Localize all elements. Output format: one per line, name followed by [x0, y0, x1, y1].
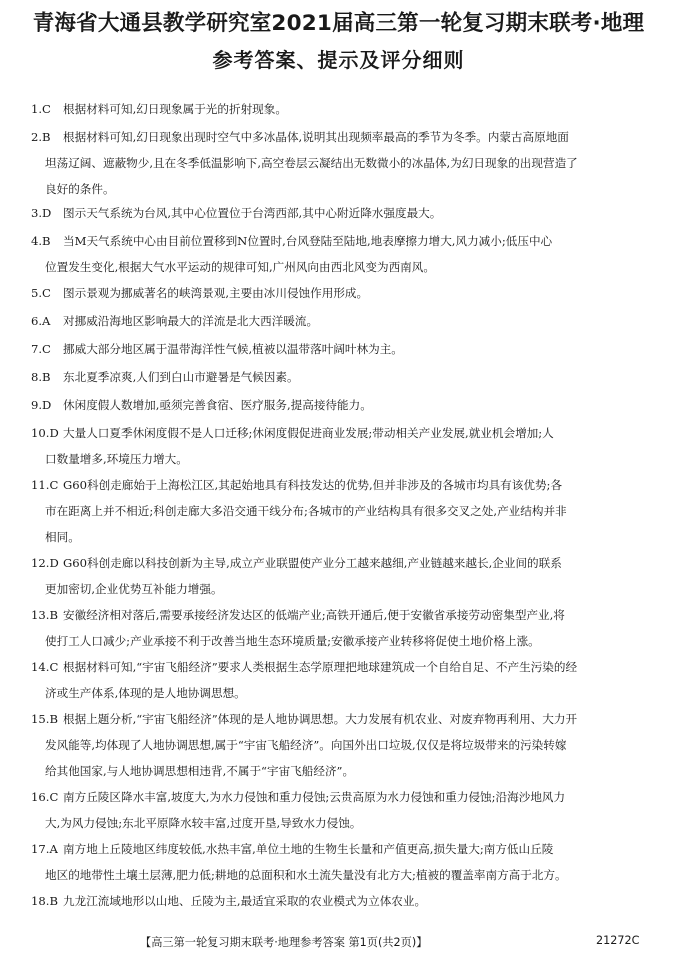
answer-line [31, 657, 651, 683]
answer-line [31, 231, 651, 257]
answer-item [31, 423, 651, 475]
answer-line [31, 787, 651, 813]
answer-item [31, 99, 651, 125]
answer-text: 东北夏季凉爽,人们到白山市避暑是气候因素。 [63, 370, 299, 384]
answer-text: 位置发生变化,根据大气水平运动的规律可知,广州风向由西北风变为西南风。 [45, 260, 435, 274]
answer-item [31, 311, 651, 337]
answer-line [31, 339, 651, 365]
answer-text: 根据材料可知,幻日现象属于光的折射现象。 [63, 102, 287, 116]
answer-text: 给其他国家,与人地协调思想相违背,不属于“宇宙飞船经济”。 [45, 764, 355, 778]
answer-label: 10.D [31, 426, 59, 440]
answer-item [31, 283, 651, 309]
answer-item [31, 475, 651, 553]
document-subtitle: 参考答案、提示及评分细则 [212, 48, 465, 72]
answer-line [31, 127, 651, 153]
answer-text: 市在距离上并不相近;科创走廊大多沿交通干线分布;各城市的产业结构具有很多交叉之处,产业结构并非 [45, 504, 567, 518]
answer-line [31, 179, 651, 205]
answer-item [31, 657, 651, 709]
answer-label: 1.C [31, 102, 51, 116]
answer-text: 图示天气系统为台风,其中心位置位于台湾西部,其中心附近降水强度最大。 [63, 206, 442, 220]
answer-line [31, 839, 651, 865]
answer-label: 17.A [31, 842, 58, 856]
answer-label: 13.B [31, 608, 58, 622]
answer-label: 6.A [31, 314, 51, 328]
answer-line [31, 283, 651, 309]
answer-line [31, 553, 651, 579]
answer-text: 坦荡辽阔、遮蔽物少,且在冬季低温影响下,高空卷层云凝结出无数微小的冰晶体,为幻日现象的出现营造了 [45, 156, 578, 170]
answer-item [31, 231, 651, 283]
answer-label: 14.C [31, 660, 59, 674]
page-footer: 【高三第一轮复习期末联考·地理参考答案 第1页(共2页)】 [140, 936, 428, 949]
answer-line [31, 423, 651, 449]
answer-label: 16.C [31, 790, 59, 804]
answer-label: 11.C [31, 478, 59, 492]
answer-item [31, 395, 651, 421]
answer-item [31, 367, 651, 393]
answer-text: 挪威大部分地区属于温带海洋性气候,植被以温带落叶阔叶林为主。 [63, 342, 403, 356]
answer-item [31, 709, 651, 787]
answer-line [31, 99, 651, 125]
answer-item [31, 203, 651, 229]
answer-label: 5.C [31, 286, 51, 300]
answer-line [31, 709, 651, 735]
answer-label: 7.C [31, 342, 51, 356]
answer-text: 南方地上丘陵地区纬度较低,水热丰富,单位土地的生物生长量和产值更高,损失量大;南方低山丘陵 [63, 842, 554, 856]
document-code: 21272C [596, 934, 640, 947]
answer-line [31, 605, 651, 631]
answer-line [31, 891, 651, 917]
answer-line [31, 395, 651, 421]
answer-text: 安徽经济相对落后,需要承接经济发达区的低端产业;高铁开通后,便于安徽省承接劳动密集型产业,将 [63, 608, 565, 622]
answer-label: 2.B [31, 130, 51, 144]
answer-text: 大量人口夏季休闲度假不是人口迁移;休闲度假促进商业发展;带动相关产业发展,就业机会增加;人 [63, 426, 554, 440]
answer-label: 8.B [31, 370, 51, 384]
answer-line [31, 579, 651, 605]
answer-line [31, 153, 651, 179]
answer-text: 地区的地带性土壤土层薄,肥力低;耕地的总面积和水土流失量没有北方大;植被的覆盖率南方高于北方。 [45, 868, 567, 882]
answer-line [31, 501, 651, 527]
answer-line [31, 631, 651, 657]
answer-text: 口数量增多,环境压力增大。 [45, 452, 188, 466]
answer-label: 12.D [31, 556, 59, 570]
answer-line [31, 813, 651, 839]
answer-line [31, 367, 651, 393]
answer-line [31, 527, 651, 553]
answer-item [31, 891, 651, 917]
answer-item [31, 339, 651, 365]
answer-text: 休闲度假人数增加,亟须完善食宿、医疗服务,提高接待能力。 [63, 398, 372, 412]
answer-line [31, 203, 651, 229]
answer-item [31, 127, 651, 205]
answer-text: 南方丘陵区降水丰富,坡度大,为水力侵蚀和重力侵蚀;云贵高原为水力侵蚀和重力侵蚀;沿海沙地风力 [63, 790, 566, 804]
answer-line [31, 683, 651, 709]
answer-line [31, 475, 651, 501]
answer-text: 良好的条件。 [45, 182, 115, 196]
answer-line [31, 449, 651, 475]
answer-line [31, 865, 651, 891]
answer-line [31, 257, 651, 283]
answer-text: 济或生产体系,体现的是人地协调思想。 [45, 686, 246, 700]
answer-text: 发风能等,均体现了人地协调思想,属于“宇宙飞船经济”。向国外出口垃圾,仅仅是将垃圾带来的污染转嫁 [45, 738, 567, 752]
answer-text: 当M天气系统中心由目前位置移到N位置时,台风登陆至陆地,地表摩擦力增大,风力减小;低压中心 [63, 234, 553, 248]
answer-label: 3.D [31, 206, 52, 220]
answer-line [31, 761, 651, 787]
answer-text: 对挪威沿海地区影响最大的洋流是北大西洋暖流。 [63, 314, 319, 328]
answer-item [31, 839, 651, 891]
answer-label: 18.B [31, 894, 58, 908]
answer-text: 相同。 [45, 530, 80, 544]
answer-item [31, 553, 651, 605]
answer-label: 9.D [31, 398, 52, 412]
answer-text: 根据材料可知,幻日现象出现时空气中多冰晶体,说明其出现频率最高的季节为冬季。内蒙古高原地面 [63, 130, 569, 144]
answer-text: 使打工人口减少;产业承接不利于改善当地生态环境质量;安徽承接产业转移将促使土地价格上涨。 [45, 634, 540, 648]
answer-line [31, 735, 651, 761]
answer-text: 更加密切,企业优势互补能力增强。 [45, 582, 223, 596]
answer-item [31, 787, 651, 839]
answer-text: 根据上题分析,“宇宙飞船经济”体现的是人地协调思想。大力发展有机农业、对废弃物再利用、大力开 [63, 712, 578, 726]
answer-text: G60科创走廊以科技创新为主导,成立产业联盟使产业分工越来越细,产业链越来越长,企业间的联系 [63, 556, 562, 570]
answer-item [31, 605, 651, 657]
answer-text: 图示景观为挪威著名的峡湾景观,主要由冰川侵蚀作用形成。 [63, 286, 369, 300]
answer-text: 根据材料可知,“宇宙飞船经济”要求人类根据生态学原理把地球建筑成一个自给自足、不产生污染的经 [63, 660, 578, 674]
answer-line [31, 311, 651, 337]
answer-label: 4.B [31, 234, 51, 248]
answer-text: G60科创走廊始于上海松江区,其起始地具有科技发达的优势,但并非涉及的各城市均具有该优势;各 [63, 478, 563, 492]
answer-text: 九龙江流域地形以山地、丘陵为主,最适宜采取的农业模式为立体农业。 [63, 894, 427, 908]
answer-text: 大,为风力侵蚀;东北平原降水较丰富,过度开垦,导致水力侵蚀。 [45, 816, 362, 830]
answer-label: 15.B [31, 712, 58, 726]
document-title: 青海省大通县教学研究室2021届高三第一轮复习期末联考·地理 [32, 11, 645, 36]
